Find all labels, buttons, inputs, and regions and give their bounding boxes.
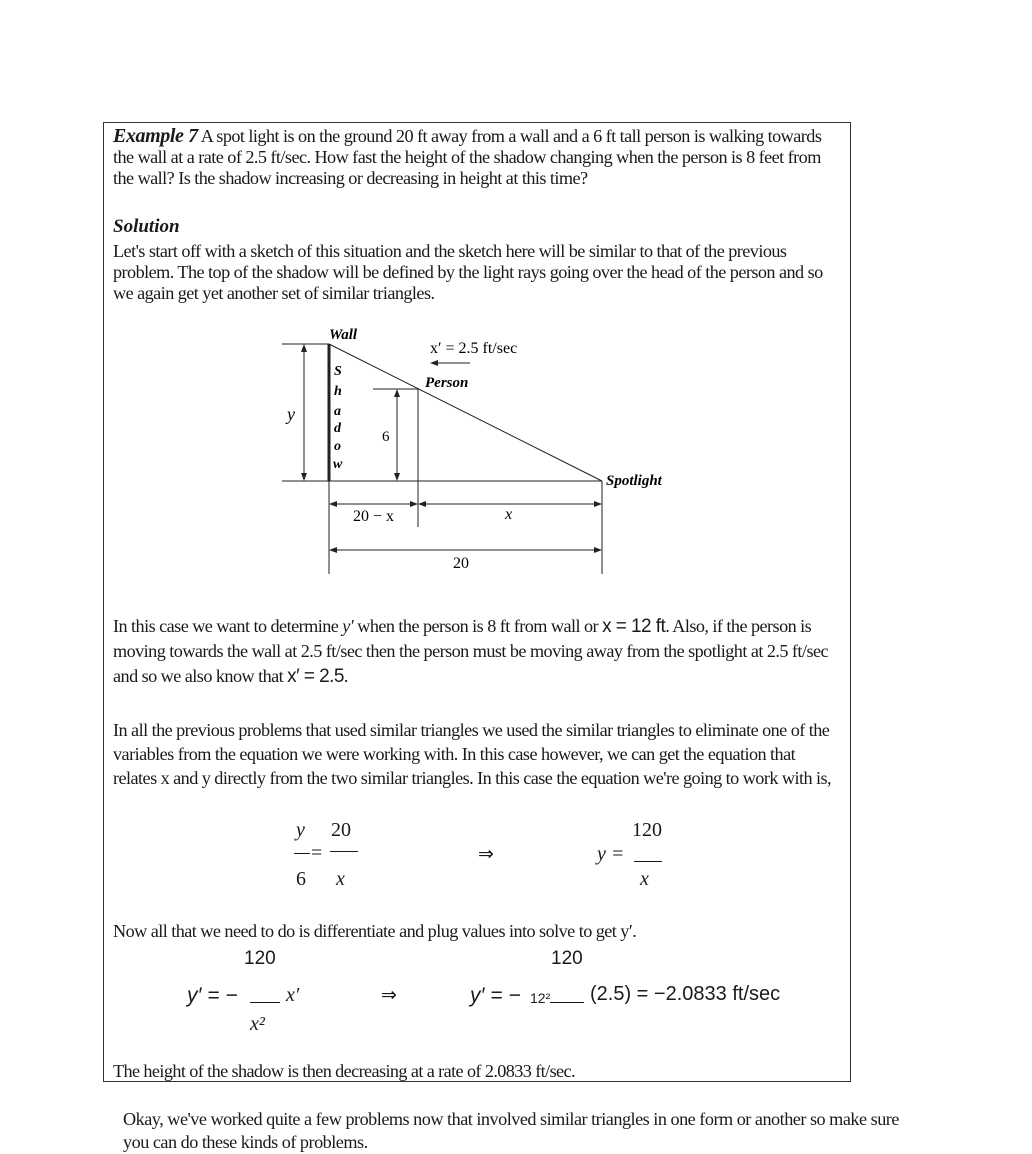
- shadow-letter: S: [334, 364, 342, 379]
- example-paragraph: [113, 126, 841, 189]
- shadow-diagram: [270, 320, 690, 580]
- solution-heading: Solution: [113, 216, 180, 237]
- total-label: 20: [453, 555, 469, 572]
- now-paragraph: Now all that we need to do is differentiate and plug values into solve to get y′.: [113, 921, 637, 941]
- shadow-letter: d: [334, 421, 341, 436]
- conclusion-text: The height of the shadow is then decreasing at a rate of 2.0833 ft/sec.: [113, 1061, 575, 1081]
- y-label: y: [287, 404, 295, 424]
- solution-intro: Let's start off with a sketch of this situation and the sketch here will be similar to that of the previous problem. The top of the shadow will be defined by the light rays going over the head of the person and so we again get yet another set of similar triangles.: [113, 241, 823, 303]
- dist-wall-label: 20 − x: [353, 508, 395, 525]
- shadow-letter: h: [334, 384, 342, 399]
- determine-paragraph: In this case we want to determine y′ when the person is 8 ft from wall or x = 12 ft. Also, if the person is moving towards the wall at 2.5 ft/sec then the person must be moving away from the spotlight at 2.5 ft/sec and so we also know that x′ = 2.5.: [113, 616, 829, 687]
- wall-label: Wall: [329, 327, 358, 343]
- shadow-letter: o: [334, 439, 341, 454]
- dist-x-label: x: [505, 506, 513, 523]
- person-label: Person: [425, 375, 469, 391]
- height-label: 6: [382, 429, 390, 445]
- footer-paragraph: Okay, we've worked quite a few problems now that involved similar triangles in one form or another so make sure you can do these kinds of problems.: [123, 1109, 899, 1152]
- example-label: Example 7: [113, 125, 198, 147]
- rate-label: x′ = 2.5 ft/sec: [430, 340, 518, 357]
- example-text: A spot light is on the ground 20 ft away from a wall and a 6 ft tall person is walking towards the wall at a rate of 2.5 ft/sec. How fast the height of the shadow changing when the person is 8 feet from the wall? Is the shadow increasing or decreasing in height at this time?: [113, 126, 822, 188]
- light-ray: [329, 344, 602, 481]
- spotlight-label: Spotlight: [606, 473, 662, 489]
- shadow-letter: a: [334, 404, 341, 419]
- previous-paragraph: In all the previous problems that used similar triangles we used the similar triangles to eliminate one of the variables from the equation we were working with. In this case however, we can get the equation that relates x and y directly from the two similar triangles. In this case the equation we're going to work with is,: [113, 720, 832, 788]
- shadow-letter: w: [333, 457, 343, 472]
